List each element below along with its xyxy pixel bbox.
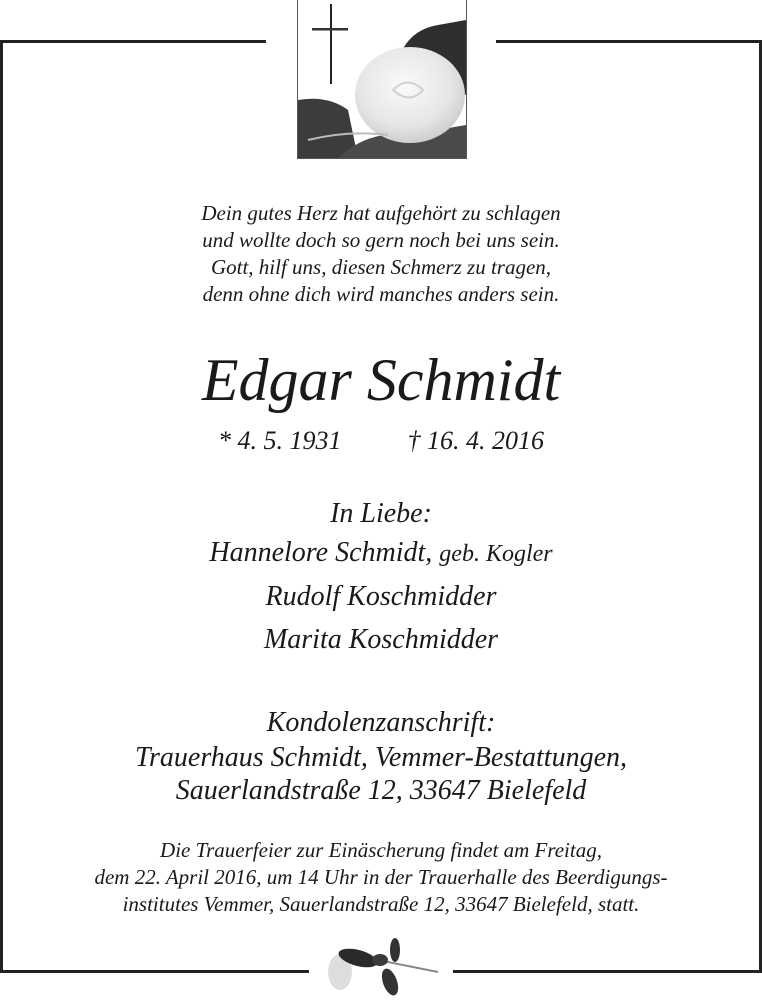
frame-top-left (0, 40, 266, 43)
cross-rose-image (297, 0, 467, 159)
frame-top-right (496, 40, 762, 43)
death-date: † 16. 4. 2016 (407, 426, 544, 455)
mourners-intro: In Liebe: (330, 498, 432, 529)
frame-bottom-right (453, 970, 762, 973)
verse-line: und wollte doch so gern noch bei uns sein. (202, 228, 560, 252)
condolence-address: Sauerlandstraße 12, 33647 Bielefeld (175, 775, 587, 806)
birth-date: * 4. 5. 1931 (218, 426, 342, 455)
mourner-name: Hannelore Schmidt, (209, 537, 433, 568)
condolence-label: Kondolenzanschrift: (266, 707, 496, 738)
verse-line: denn ohne dich wird manches anders sein. (202, 282, 560, 306)
ceremony-line: institutes Vemmer, Sauerlandstraße 12, 33647 Bielefeld, statt. (122, 892, 640, 916)
maiden-name: geb. Kogler (439, 541, 553, 567)
ceremony-line: Die Trauerfeier zur Einäscherung findet am Freitag, (160, 838, 602, 862)
life-dates (0, 428, 762, 454)
rose-icon (318, 930, 443, 1000)
condolence-address: Trauerhaus Schmidt, Vemmer-Bestattungen, (135, 742, 627, 773)
verse-line: Dein gutes Herz hat aufgehört zu schlagen (201, 201, 561, 225)
frame-bottom-left (0, 970, 309, 973)
deceased-name: Edgar Schmidt (201, 347, 561, 413)
cross-icon (312, 4, 348, 84)
mourner (0, 539, 762, 567)
mourner: Marita Koschmidder (263, 624, 499, 655)
ceremony-line: dem 22. April 2016, um 14 Uhr in der Trauerhalle des Beerdigungs- (94, 865, 668, 889)
mourner: Rudolf Koschmidder (265, 581, 497, 612)
verse-line: Gott, hilf uns, diesen Schmerz zu tragen, (210, 255, 552, 279)
